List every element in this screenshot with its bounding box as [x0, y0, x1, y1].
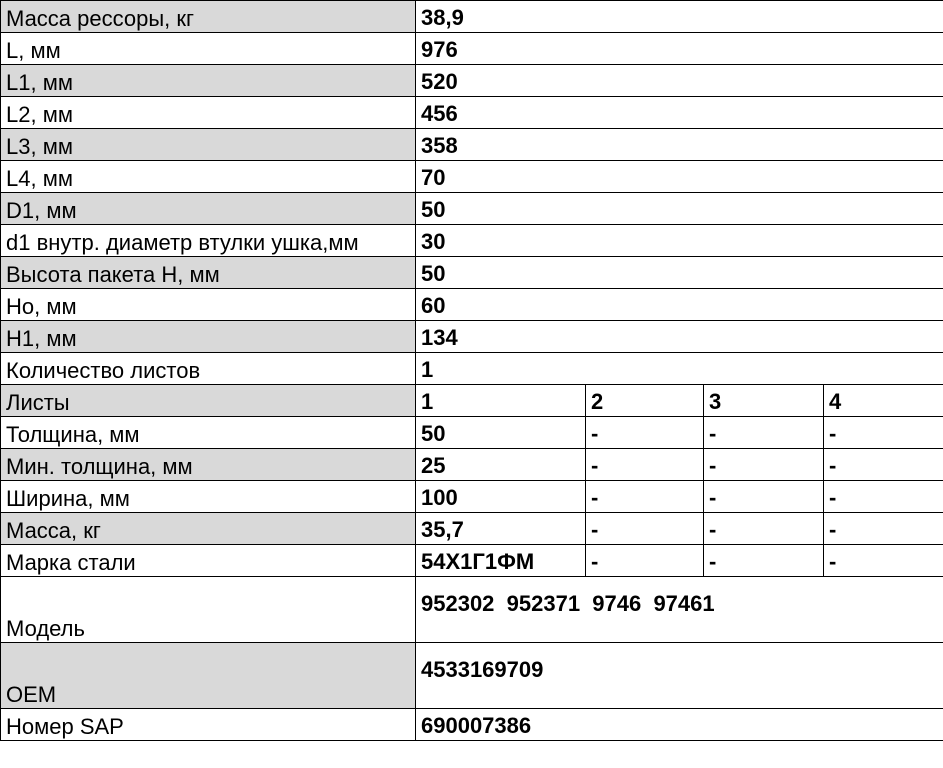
row-label: OEM [1, 643, 416, 709]
row-value: 60 [416, 289, 943, 321]
row-label: L, мм [1, 33, 416, 65]
leaf-cell: - [704, 513, 824, 545]
leaf-cell: - [824, 545, 943, 577]
row-label: Масса, кг [1, 513, 416, 545]
leaf-cell: - [824, 513, 943, 545]
table-row [1, 193, 943, 225]
table-row-oem [1, 643, 943, 709]
leaf-cell: - [704, 481, 824, 513]
row-label: L4, мм [1, 161, 416, 193]
table-row [1, 65, 943, 97]
leaf-cell: - [586, 417, 704, 449]
leaf-cell: 54Х1Г1ФМ [416, 545, 586, 577]
row-label: Модель [1, 577, 416, 643]
row-label: Ho, мм [1, 289, 416, 321]
table-row [1, 417, 943, 449]
leaf-cell: - [824, 449, 943, 481]
leaf-cell: 100 [416, 481, 586, 513]
leaf-cell: - [704, 417, 824, 449]
leaf-column-header: 2 [586, 385, 704, 417]
leaf-cell: - [824, 417, 943, 449]
table-row [1, 449, 943, 481]
row-label: L1, мм [1, 65, 416, 97]
leaf-cell: - [586, 545, 704, 577]
row-value: 1 [416, 353, 943, 385]
leaf-cell: 50 [416, 417, 586, 449]
model-value: 952302 952371 9746 97461 [416, 577, 943, 643]
table-row [1, 225, 943, 257]
table-row [1, 161, 943, 193]
row-value: 134 [416, 321, 943, 353]
row-value: 976 [416, 33, 943, 65]
leaf-cell: 35,7 [416, 513, 586, 545]
row-value: 50 [416, 257, 943, 289]
row-label: Ширина, мм [1, 481, 416, 513]
row-value: 30 [416, 225, 943, 257]
row-label: L2, мм [1, 97, 416, 129]
table-row [1, 257, 943, 289]
leaf-cell: - [704, 449, 824, 481]
leaf-column-header: 3 [704, 385, 824, 417]
table-row [1, 97, 943, 129]
row-label: L3, мм [1, 129, 416, 161]
row-value: 520 [416, 65, 943, 97]
leaf-cell: - [704, 545, 824, 577]
row-label: Высота пакета H, мм [1, 257, 416, 289]
table-row [1, 545, 943, 577]
table-row [1, 481, 943, 513]
table-row [1, 513, 943, 545]
leaves-header-row [1, 385, 943, 417]
leaf-cell: - [586, 513, 704, 545]
table-row [1, 289, 943, 321]
leaf-cell: - [586, 449, 704, 481]
leaf-cell: - [824, 481, 943, 513]
row-label: Толщина, мм [1, 417, 416, 449]
table-row [1, 353, 943, 385]
row-label: D1, мм [1, 193, 416, 225]
table-row [1, 129, 943, 161]
row-label: d1 внутр. диаметр втулки ушка,мм [1, 225, 416, 257]
sap-value: 690007386 [416, 709, 943, 741]
row-label: Номер SAP [1, 709, 416, 741]
leaf-column-header: 4 [824, 385, 943, 417]
row-value: 50 [416, 193, 943, 225]
row-label: Мин. толщина, мм [1, 449, 416, 481]
table-row-model [1, 577, 943, 643]
row-value: 456 [416, 97, 943, 129]
table-row [1, 33, 943, 65]
row-label: Масса рессоры, кг [1, 1, 416, 33]
leaf-cell: 25 [416, 449, 586, 481]
row-value: 38,9 [416, 1, 943, 33]
table-row-sap [1, 709, 943, 741]
row-label: Количество листов [1, 353, 416, 385]
oem-value: 4533169709 [416, 643, 943, 709]
leaf-cell: - [586, 481, 704, 513]
table-row [1, 321, 943, 353]
row-label: Листы [1, 385, 416, 417]
table-row [1, 1, 943, 33]
row-value: 70 [416, 161, 943, 193]
row-label: Марка стали [1, 545, 416, 577]
row-value: 358 [416, 129, 943, 161]
row-label: H1, мм [1, 321, 416, 353]
leaf-column-header: 1 [416, 385, 586, 417]
